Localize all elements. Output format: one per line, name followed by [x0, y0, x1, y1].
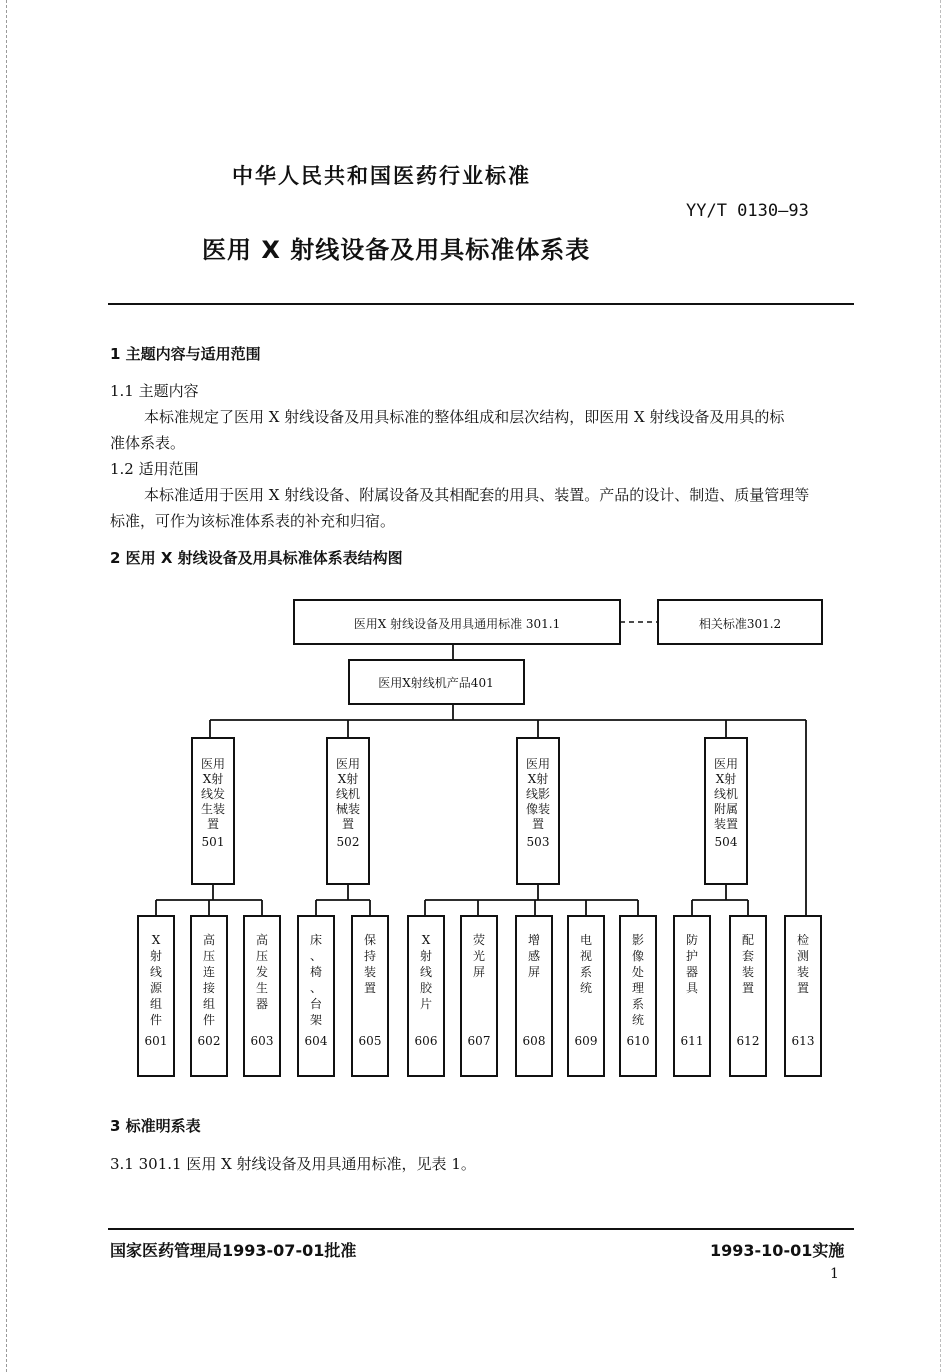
level5-text: 生装 — [200, 802, 226, 816]
document-title: 医用 X 射线设备及用具标准体系表 — [202, 236, 591, 264]
general-standard-label: 医用X 射线设备及用具通用标准 301.1 — [353, 617, 561, 631]
level5-code: 503 — [526, 835, 550, 849]
level6-text: 屏 — [472, 965, 486, 979]
level6-text: 影 — [631, 933, 645, 947]
level5-text: 置 — [206, 817, 220, 831]
level6-text: 架 — [309, 1013, 323, 1027]
level6-box-607 — [461, 916, 497, 1076]
level5-box-501 — [192, 738, 234, 884]
level6-text: 理 — [631, 981, 645, 995]
level6-text: 感 — [527, 949, 541, 963]
level6-text: 高 — [255, 933, 269, 947]
level6-text: 器 — [685, 965, 699, 979]
level5-box-504 — [705, 738, 747, 884]
level6-text: 装 — [741, 965, 755, 979]
approval-text: 国家医药管理局1993-07-01批准 — [110, 1241, 357, 1260]
level6-text: 光 — [472, 949, 486, 963]
level5-text: 线机 — [335, 787, 361, 801]
level6-text: 配 — [741, 933, 755, 947]
level6-text: 套 — [741, 949, 755, 963]
level5-text: X射 — [715, 772, 737, 786]
level6-box-609 — [568, 916, 604, 1076]
level6-text: 接 — [202, 981, 216, 995]
level6-text: 装 — [796, 965, 810, 979]
industry-title: 中华人民共和国医药行业标准 — [232, 164, 531, 188]
level6-text: 台 — [309, 997, 323, 1011]
level6-code: 602 — [197, 1034, 221, 1048]
level6-text: 系 — [579, 965, 593, 979]
level6-code: 606 — [414, 1034, 438, 1048]
level6-text: 、 — [309, 949, 323, 963]
level6-text: 连 — [202, 965, 216, 979]
level6-box-611 — [674, 916, 710, 1076]
level5-text: X射 — [527, 772, 549, 786]
level6-code: 609 — [574, 1034, 598, 1048]
section-1-1-line-1: 本标准规定了医用 X 射线设备及用具标准的整体组成和层次结构，即医用 X 射线设备及用具的标 — [144, 408, 785, 426]
level6-text: 发 — [255, 965, 269, 979]
level6-code: 610 — [626, 1034, 650, 1048]
level6-text: 组 — [149, 997, 163, 1011]
level6-text: X — [151, 933, 161, 947]
level6-text: 射 — [419, 949, 433, 963]
level6-code: 607 — [467, 1034, 491, 1048]
level5-text: 线影 — [525, 787, 551, 801]
level6-text: 具 — [685, 981, 699, 995]
level6-code: 605 — [358, 1034, 382, 1048]
level5-box-502 — [327, 738, 369, 884]
section-3-heading: 3 标准明系表 — [110, 1117, 201, 1135]
level5-code: 504 — [714, 835, 738, 849]
level6-text: 电 — [579, 933, 593, 947]
level5-text: 像装 — [525, 802, 551, 816]
level5-text: X射 — [337, 772, 359, 786]
section-1-heading: 1 主题内容与适用范围 — [110, 345, 261, 363]
level6-box-601 — [138, 916, 174, 1076]
level6-text: 检 — [796, 933, 810, 947]
level-5-boxes — [192, 738, 747, 884]
level5-text: 医用 — [335, 757, 361, 771]
level6-text: 保 — [363, 933, 377, 947]
level6-text: 置 — [796, 981, 810, 995]
level6-text: 测 — [796, 949, 810, 963]
level6-text: 统 — [579, 981, 593, 995]
level-6-boxes — [138, 916, 821, 1076]
level6-code: 608 — [522, 1034, 546, 1048]
level6-text: 屏 — [527, 965, 541, 979]
level5-text: 装置 — [713, 817, 739, 831]
level6-text: 置 — [741, 981, 755, 995]
level5-text: 医用 — [200, 757, 226, 771]
level6-text: 像 — [631, 949, 645, 963]
level6-code: 613 — [791, 1034, 815, 1048]
page-number: 1 — [830, 1266, 839, 1282]
level6-text: X — [421, 933, 431, 947]
level6-text: 胶 — [419, 981, 433, 995]
level5-text: 线机 — [713, 787, 739, 801]
section-1-1-line-2: 准体系表。 — [110, 434, 186, 452]
level5-text: X射 — [202, 772, 224, 786]
level6-box-606 — [408, 916, 444, 1076]
level5-text: 医用 — [713, 757, 739, 771]
level6-text: 件 — [149, 1013, 163, 1027]
level6-code: 604 — [304, 1034, 328, 1048]
level5-text: 线发 — [200, 787, 226, 801]
footer-rule — [108, 1228, 854, 1230]
level6-text: 统 — [631, 1013, 645, 1027]
level6-text: 线 — [419, 965, 433, 979]
level6-text: 增 — [527, 933, 541, 947]
level6-code: 612 — [736, 1034, 760, 1048]
level6-text: 片 — [419, 997, 433, 1011]
level6-text: 装 — [363, 965, 377, 979]
level5-text: 械装 — [335, 802, 361, 816]
level6-text: 处 — [631, 965, 645, 979]
section-1-2-line-2: 标准，可作为该标准体系表的补充和归宿。 — [110, 512, 396, 530]
product-label: 医用X射线机产品401 — [378, 676, 494, 690]
level6-text: 持 — [363, 949, 377, 963]
level6-text: 系 — [631, 997, 645, 1011]
level6-box-605 — [352, 916, 388, 1076]
section-3-1-line: 3.1 301.1 医用 X 射线设备及用具通用标准，见表 1。 — [110, 1155, 476, 1173]
level6-text: 床 — [309, 933, 323, 947]
level6-code: 603 — [250, 1034, 274, 1048]
level6-text: 防 — [685, 933, 699, 947]
level6-code: 601 — [144, 1034, 168, 1048]
level6-text: 护 — [685, 949, 699, 963]
level6-text: 视 — [579, 949, 593, 963]
level6-text: 组 — [202, 997, 216, 1011]
related-standard-label: 相关标准301.2 — [698, 617, 782, 631]
level5-text: 置 — [341, 817, 355, 831]
level5-box-503 — [517, 738, 559, 884]
level6-text: 压 — [202, 949, 216, 963]
level5-code: 501 — [201, 835, 225, 849]
level6-box-613 — [785, 916, 821, 1076]
section-1-1-heading: 1.1 主题内容 — [110, 382, 199, 400]
level6-text: 高 — [202, 933, 216, 947]
level6-text: 件 — [202, 1013, 216, 1027]
level5-code: 502 — [336, 835, 360, 849]
level6-box-602 — [191, 916, 227, 1076]
level6-text: 压 — [255, 949, 269, 963]
level6-box-608 — [516, 916, 552, 1076]
level6-box-603 — [244, 916, 280, 1076]
level6-box-612 — [730, 916, 766, 1076]
level5-text: 医用 — [525, 757, 551, 771]
level6-text: 椅 — [309, 965, 323, 979]
section-1-2-heading: 1.2 适用范围 — [110, 460, 199, 478]
effective-date-text: 1993-10-01实施 — [710, 1241, 845, 1260]
level6-text: 器 — [255, 997, 269, 1011]
standard-code: YY/T 0130—93 — [686, 201, 809, 221]
level5-text: 置 — [531, 817, 545, 831]
level6-text: 、 — [309, 981, 323, 995]
level6-text: 置 — [363, 981, 377, 995]
level5-text: 附属 — [713, 802, 739, 816]
section-2-heading: 2 医用 X 射线设备及用具标准体系表结构图 — [110, 549, 403, 567]
level6-text: 生 — [255, 981, 269, 995]
level6-code: 611 — [680, 1034, 704, 1048]
level6-text: 射 — [149, 949, 163, 963]
level6-text: 线 — [149, 965, 163, 979]
level6-text: 荧 — [472, 933, 486, 947]
level6-box-604 — [298, 916, 334, 1076]
level6-text: 源 — [149, 981, 163, 995]
section-1-2-line-1: 本标准适用于医用 X 射线设备、附属设备及其相配套的用具、装置。产品的设计、制造、质量管理等 — [144, 486, 810, 504]
level6-box-610 — [620, 916, 656, 1076]
